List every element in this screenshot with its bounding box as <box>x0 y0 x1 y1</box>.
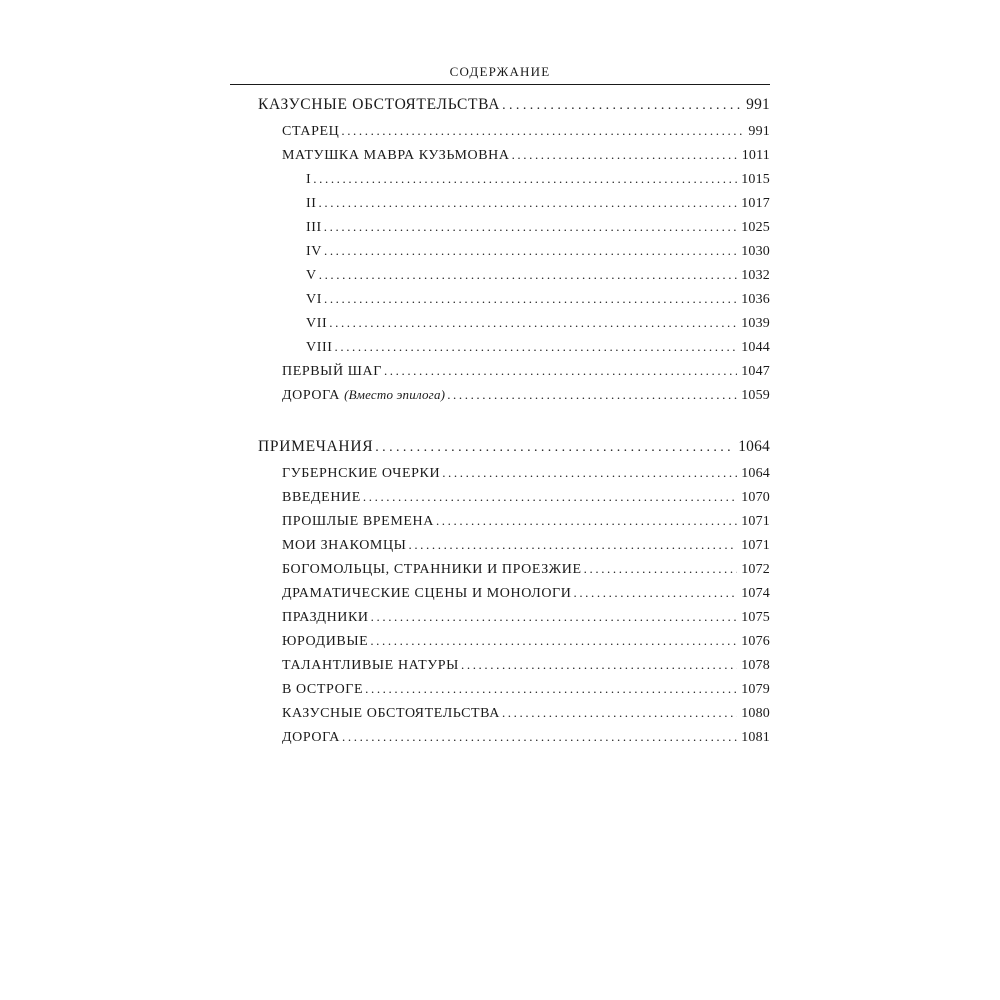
toc-page-number: 1064 <box>741 466 770 481</box>
toc-entry-title <box>306 315 327 333</box>
toc-section[interactable] <box>258 438 770 457</box>
dot-leader <box>461 656 737 674</box>
toc-page-number: 1074 <box>741 586 770 601</box>
toc-entry-title-text: III <box>306 220 322 235</box>
toc-entry-title <box>282 657 459 675</box>
toc-entry-title <box>282 386 445 405</box>
toc-entry-title-text: СТАРЕЦ <box>282 124 340 139</box>
toc-entry[interactable] <box>306 290 770 309</box>
toc-entry[interactable] <box>282 656 770 675</box>
toc-entry-title <box>282 585 571 603</box>
toc-entry-title <box>306 339 333 357</box>
toc-entry[interactable] <box>282 680 770 699</box>
dot-leader <box>442 464 737 482</box>
toc-entry-title-text: ВВЕДЕНИЕ <box>282 490 361 505</box>
toc-entry-title-text: МАТУШКА МАВРА КУЗЬМОВНА <box>282 148 510 163</box>
dot-leader <box>447 386 737 404</box>
toc-entry-title-text: ЮРОДИВЫЕ <box>282 634 369 649</box>
toc-entry[interactable] <box>282 464 770 483</box>
toc-entry-title-text: ДРАМАТИЧЕСКИЕ СЦЕНЫ И МОНОЛОГИ <box>282 586 572 601</box>
dot-leader <box>375 439 734 457</box>
toc-entry[interactable] <box>282 146 770 165</box>
toc-page-number: 1078 <box>741 658 770 673</box>
toc-section[interactable] <box>258 96 770 115</box>
dot-leader <box>384 362 737 380</box>
toc-page-number: 1047 <box>741 364 770 379</box>
dot-leader <box>573 584 737 602</box>
toc-entry[interactable] <box>282 536 770 555</box>
toc-entry-title-text: МОИ ЗНАКОМЦЫ <box>282 538 407 553</box>
toc-entry-title-text: I <box>306 172 312 187</box>
toc-entry-title <box>306 267 317 285</box>
toc-page-number: 1071 <box>741 538 770 553</box>
toc-entry-title-text: В ОСТРОГЕ <box>282 682 364 697</box>
toc-entry-title <box>306 243 322 261</box>
toc-page-number: 1080 <box>741 706 770 721</box>
toc-entry-title <box>282 363 382 381</box>
toc-entry-title <box>282 561 582 579</box>
dot-leader <box>324 290 737 308</box>
toc-page-number: 1039 <box>741 316 770 331</box>
toc-entry-title <box>306 219 322 237</box>
dot-leader <box>365 680 737 698</box>
dot-leader <box>371 608 738 626</box>
dot-leader <box>335 338 738 356</box>
dot-leader <box>319 266 737 284</box>
toc-entry-title-text: VIII <box>306 340 333 355</box>
toc-entry-title-text: ТАЛАНТЛИВЫЕ НАТУРЫ <box>282 658 459 673</box>
toc-entry-title-text: ПРОШЛЫЕ ВРЕМЕНА <box>282 514 434 529</box>
toc-page-number: 991 <box>746 96 770 113</box>
toc-page-number: 1072 <box>741 562 770 577</box>
toc-entry-title <box>282 681 363 699</box>
toc-page-number: 1070 <box>741 490 770 505</box>
toc-entry-title <box>258 438 373 456</box>
toc-page-number: 1064 <box>738 438 770 455</box>
toc-page-number: 1075 <box>741 610 770 625</box>
toc-entry-title-text: IV <box>306 244 322 259</box>
toc-entry-title <box>282 147 510 165</box>
toc-entry[interactable] <box>306 314 770 333</box>
toc-entry-title-text: ДОРОГА <box>282 730 341 745</box>
toc-entry-title-text: ПРАЗДНИКИ <box>282 610 369 625</box>
dot-leader <box>363 488 737 506</box>
dot-leader <box>370 632 737 650</box>
toc-entry[interactable] <box>306 242 770 261</box>
toc-entry-title <box>282 513 434 531</box>
toc-entry-title <box>306 171 311 189</box>
toc-entry[interactable] <box>282 632 770 651</box>
toc-entry-title-text: V <box>306 268 317 283</box>
dot-leader <box>319 194 738 212</box>
toc-entry-title <box>306 195 317 213</box>
toc-entry[interactable] <box>306 170 770 189</box>
dot-leader <box>584 560 738 578</box>
dot-leader <box>502 704 737 722</box>
toc-page-number: 1030 <box>741 244 770 259</box>
toc-entry[interactable] <box>306 194 770 213</box>
toc-page-number: 991 <box>748 124 770 139</box>
toc-entry-title-text: ПРИМЕЧАНИЯ <box>258 438 374 455</box>
toc-entry-title <box>282 633 368 651</box>
toc-page-number: 1044 <box>741 340 770 355</box>
toc-page-number: 1011 <box>741 148 770 163</box>
toc-page-number: 1081 <box>741 730 770 745</box>
running-head: СОДЕРЖАНИЕ <box>449 64 551 79</box>
toc-entry-title <box>282 123 339 141</box>
toc-entry[interactable] <box>306 338 770 357</box>
toc-entry-title <box>282 537 406 555</box>
toc-entry-title-text: КАЗУСНЫЕ ОБСТОЯТЕЛЬСТВА <box>258 96 501 113</box>
dot-leader <box>512 146 738 164</box>
toc-entry-title <box>282 609 369 627</box>
toc-entry-title <box>282 729 340 747</box>
toc-page-number: 1036 <box>741 292 770 307</box>
toc-entry[interactable] <box>282 386 770 405</box>
toc-page-number: 1017 <box>741 196 770 211</box>
toc-entry[interactable] <box>306 218 770 237</box>
toc-page-number: 1015 <box>741 172 770 187</box>
toc-entry[interactable] <box>282 362 770 381</box>
toc-entry[interactable] <box>282 512 770 531</box>
toc-entry-title <box>258 96 500 114</box>
toc-entry-title <box>282 705 500 723</box>
toc-entry-title-text: VI <box>306 292 322 307</box>
toc-entry-title-text: КАЗУСНЫЕ ОБСТОЯТЕЛЬСТВА <box>282 706 500 721</box>
toc-entry-title-text: БОГОМОЛЬЦЫ, СТРАННИКИ И ПРОЕЗЖИЕ <box>282 562 582 577</box>
toc-entry-title-text: ДОРОГА <box>282 388 341 403</box>
toc-entry[interactable] <box>282 608 770 627</box>
dot-leader <box>436 512 737 530</box>
toc-entry-title <box>306 291 322 309</box>
dot-leader <box>324 218 737 236</box>
toc-entry[interactable] <box>282 704 770 723</box>
toc-entry-title-text: ГУБЕРНСКИЕ ОЧЕРКИ <box>282 466 441 481</box>
toc-entry[interactable] <box>282 584 770 603</box>
toc-page-number: 1079 <box>741 682 770 697</box>
toc-page-number: 1025 <box>741 220 770 235</box>
dot-leader <box>313 170 737 188</box>
toc-page-number: 1059 <box>741 388 770 403</box>
toc-page-number: 1032 <box>741 268 770 283</box>
dot-leader <box>329 314 737 332</box>
toc-entry-title-text: VII <box>306 316 328 331</box>
toc-page-number: 1071 <box>741 514 770 529</box>
toc-entry-title-text: II <box>306 196 317 211</box>
toc-entry-title <box>282 489 361 507</box>
toc-entry[interactable] <box>282 728 770 747</box>
toc-entry-subtitle: (Вместо эпилога) <box>344 387 446 402</box>
toc-entry-title <box>282 465 440 483</box>
dot-leader <box>502 97 742 115</box>
dot-leader <box>342 728 737 746</box>
toc-entry-title-text: ПЕРВЫЙ ШАГ <box>282 364 382 379</box>
toc-entry[interactable] <box>282 488 770 507</box>
dot-leader <box>408 536 737 554</box>
toc-entry[interactable] <box>282 122 770 141</box>
toc-entry[interactable] <box>306 266 770 285</box>
toc-page-number: 1076 <box>741 634 770 649</box>
dot-leader <box>324 242 737 260</box>
dot-leader <box>341 122 744 140</box>
toc-entry[interactable] <box>282 560 770 579</box>
